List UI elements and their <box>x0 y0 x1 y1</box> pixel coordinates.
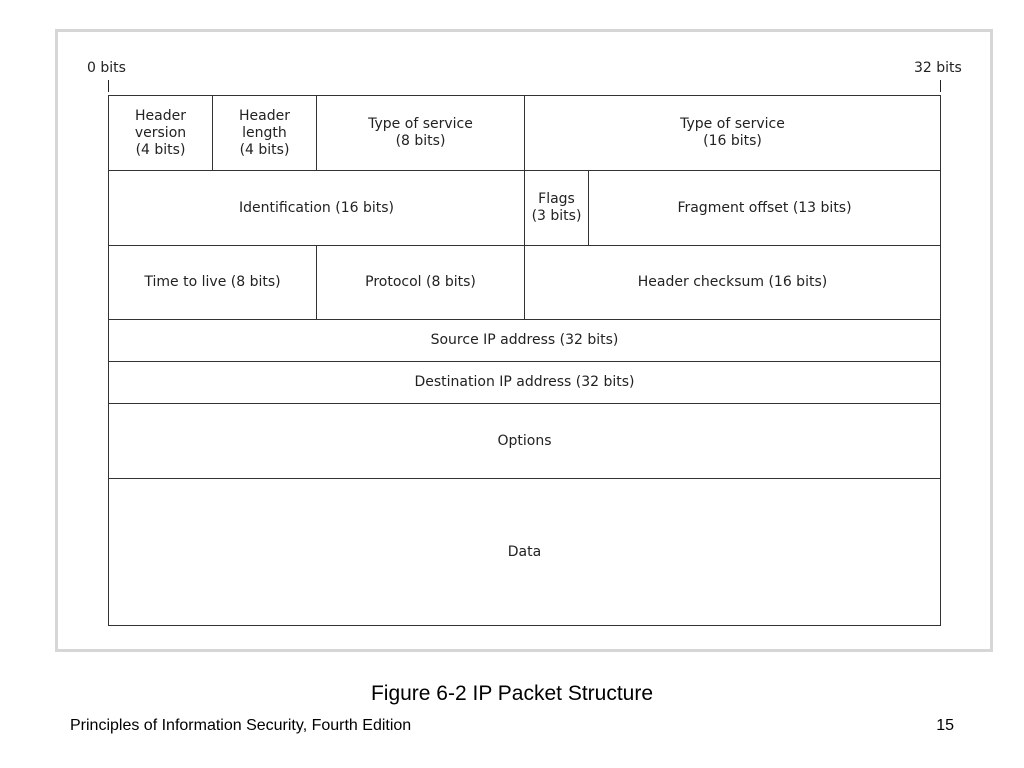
field-fragment-offset: Fragment offset (13 bits) <box>589 171 940 246</box>
scale-end-label: 32 bits <box>914 60 962 76</box>
scale-start-tick <box>108 80 109 92</box>
scale-start-label: 0 bits <box>87 60 126 76</box>
field-type-of-service-16: Type of service (16 bits) <box>525 96 940 171</box>
field-time-to-live: Time to live (8 bits) <box>109 246 317 320</box>
field-data: Data <box>507 543 542 560</box>
field-source-ip: Source IP address (32 bits) <box>109 320 940 362</box>
ip-packet-diagram <box>108 95 941 626</box>
scale-end-tick <box>940 80 941 92</box>
field-header-checksum: Header checksum (16 bits) <box>525 246 940 320</box>
field-header-version: Header version (4 bits) <box>109 96 213 171</box>
field-type-of-service-8: Type of service (8 bits) <box>317 96 525 171</box>
figure-caption: Figure 6-2 IP Packet Structure <box>370 682 654 705</box>
field-identification: Identification (16 bits) <box>109 171 525 246</box>
field-destination-ip: Destination IP address (32 bits) <box>109 362 940 404</box>
footer-page-number: 15 <box>936 717 954 734</box>
field-protocol: Protocol (8 bits) <box>317 246 525 320</box>
footer-book-title: Principles of Information Security, Fourth Edition <box>70 717 412 734</box>
field-flags: Flags (3 bits) <box>525 171 589 246</box>
field-header-length: Header length (4 bits) <box>213 96 317 171</box>
field-options: Options <box>109 404 940 479</box>
